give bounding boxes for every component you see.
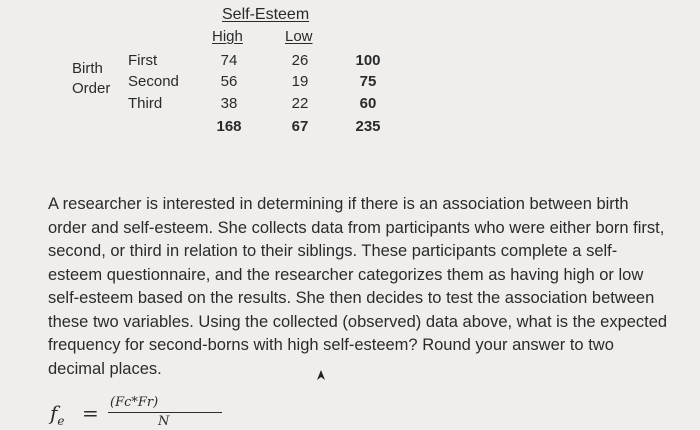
grand-total: 235 [355,118,381,135]
formula-numerator: (Fc*Fr) [110,395,159,410]
table-header: Self-Esteem [222,6,310,23]
row-group-label-line2: Order [72,80,111,97]
formula-lhs-subscript: e [57,414,65,428]
col-header-high: High [212,28,243,45]
cell-first-total: 100 [355,52,381,69]
cell-third-low: 22 [291,95,309,112]
formula-lhs: $f_e$ [50,401,65,428]
row-label-third: Third [128,95,163,112]
total-high: 168 [216,118,242,135]
cell-third-total: 60 [359,95,377,112]
mouse-cursor-icon [316,369,326,381]
total-low: 67 [291,118,309,135]
question-passage: A researcher is interested in determining if there is an association between birth order and self-esteem. She collects data from participants who were either born first, second, or third in relation to their siblings. These participants complete a self-esteem questionnaire, and the researcher categorizes them as having high or low self-esteem based on the results. She then decides to test the association between these two variables. Using the collected (observed) data above, what is the expected frequency for second-borns with high self-esteem? Round your answer to two decimal places. [48,195,668,378]
col-header-low: Low [285,28,313,45]
row-label-second: Second [128,73,179,90]
cell-second-high: 56 [220,73,238,90]
formula-denominator: N [158,414,170,429]
fraction-bar [108,412,222,413]
row-label-first: First [128,52,158,69]
row-group-label-line1: Birth [72,60,103,77]
cell-first-low: 26 [291,52,309,69]
formula-equals: = [82,401,99,425]
cell-third-high: 38 [220,95,238,112]
cell-second-total: 75 [359,73,377,90]
cell-first-high: 74 [220,52,238,69]
cell-second-low: 19 [291,73,309,90]
